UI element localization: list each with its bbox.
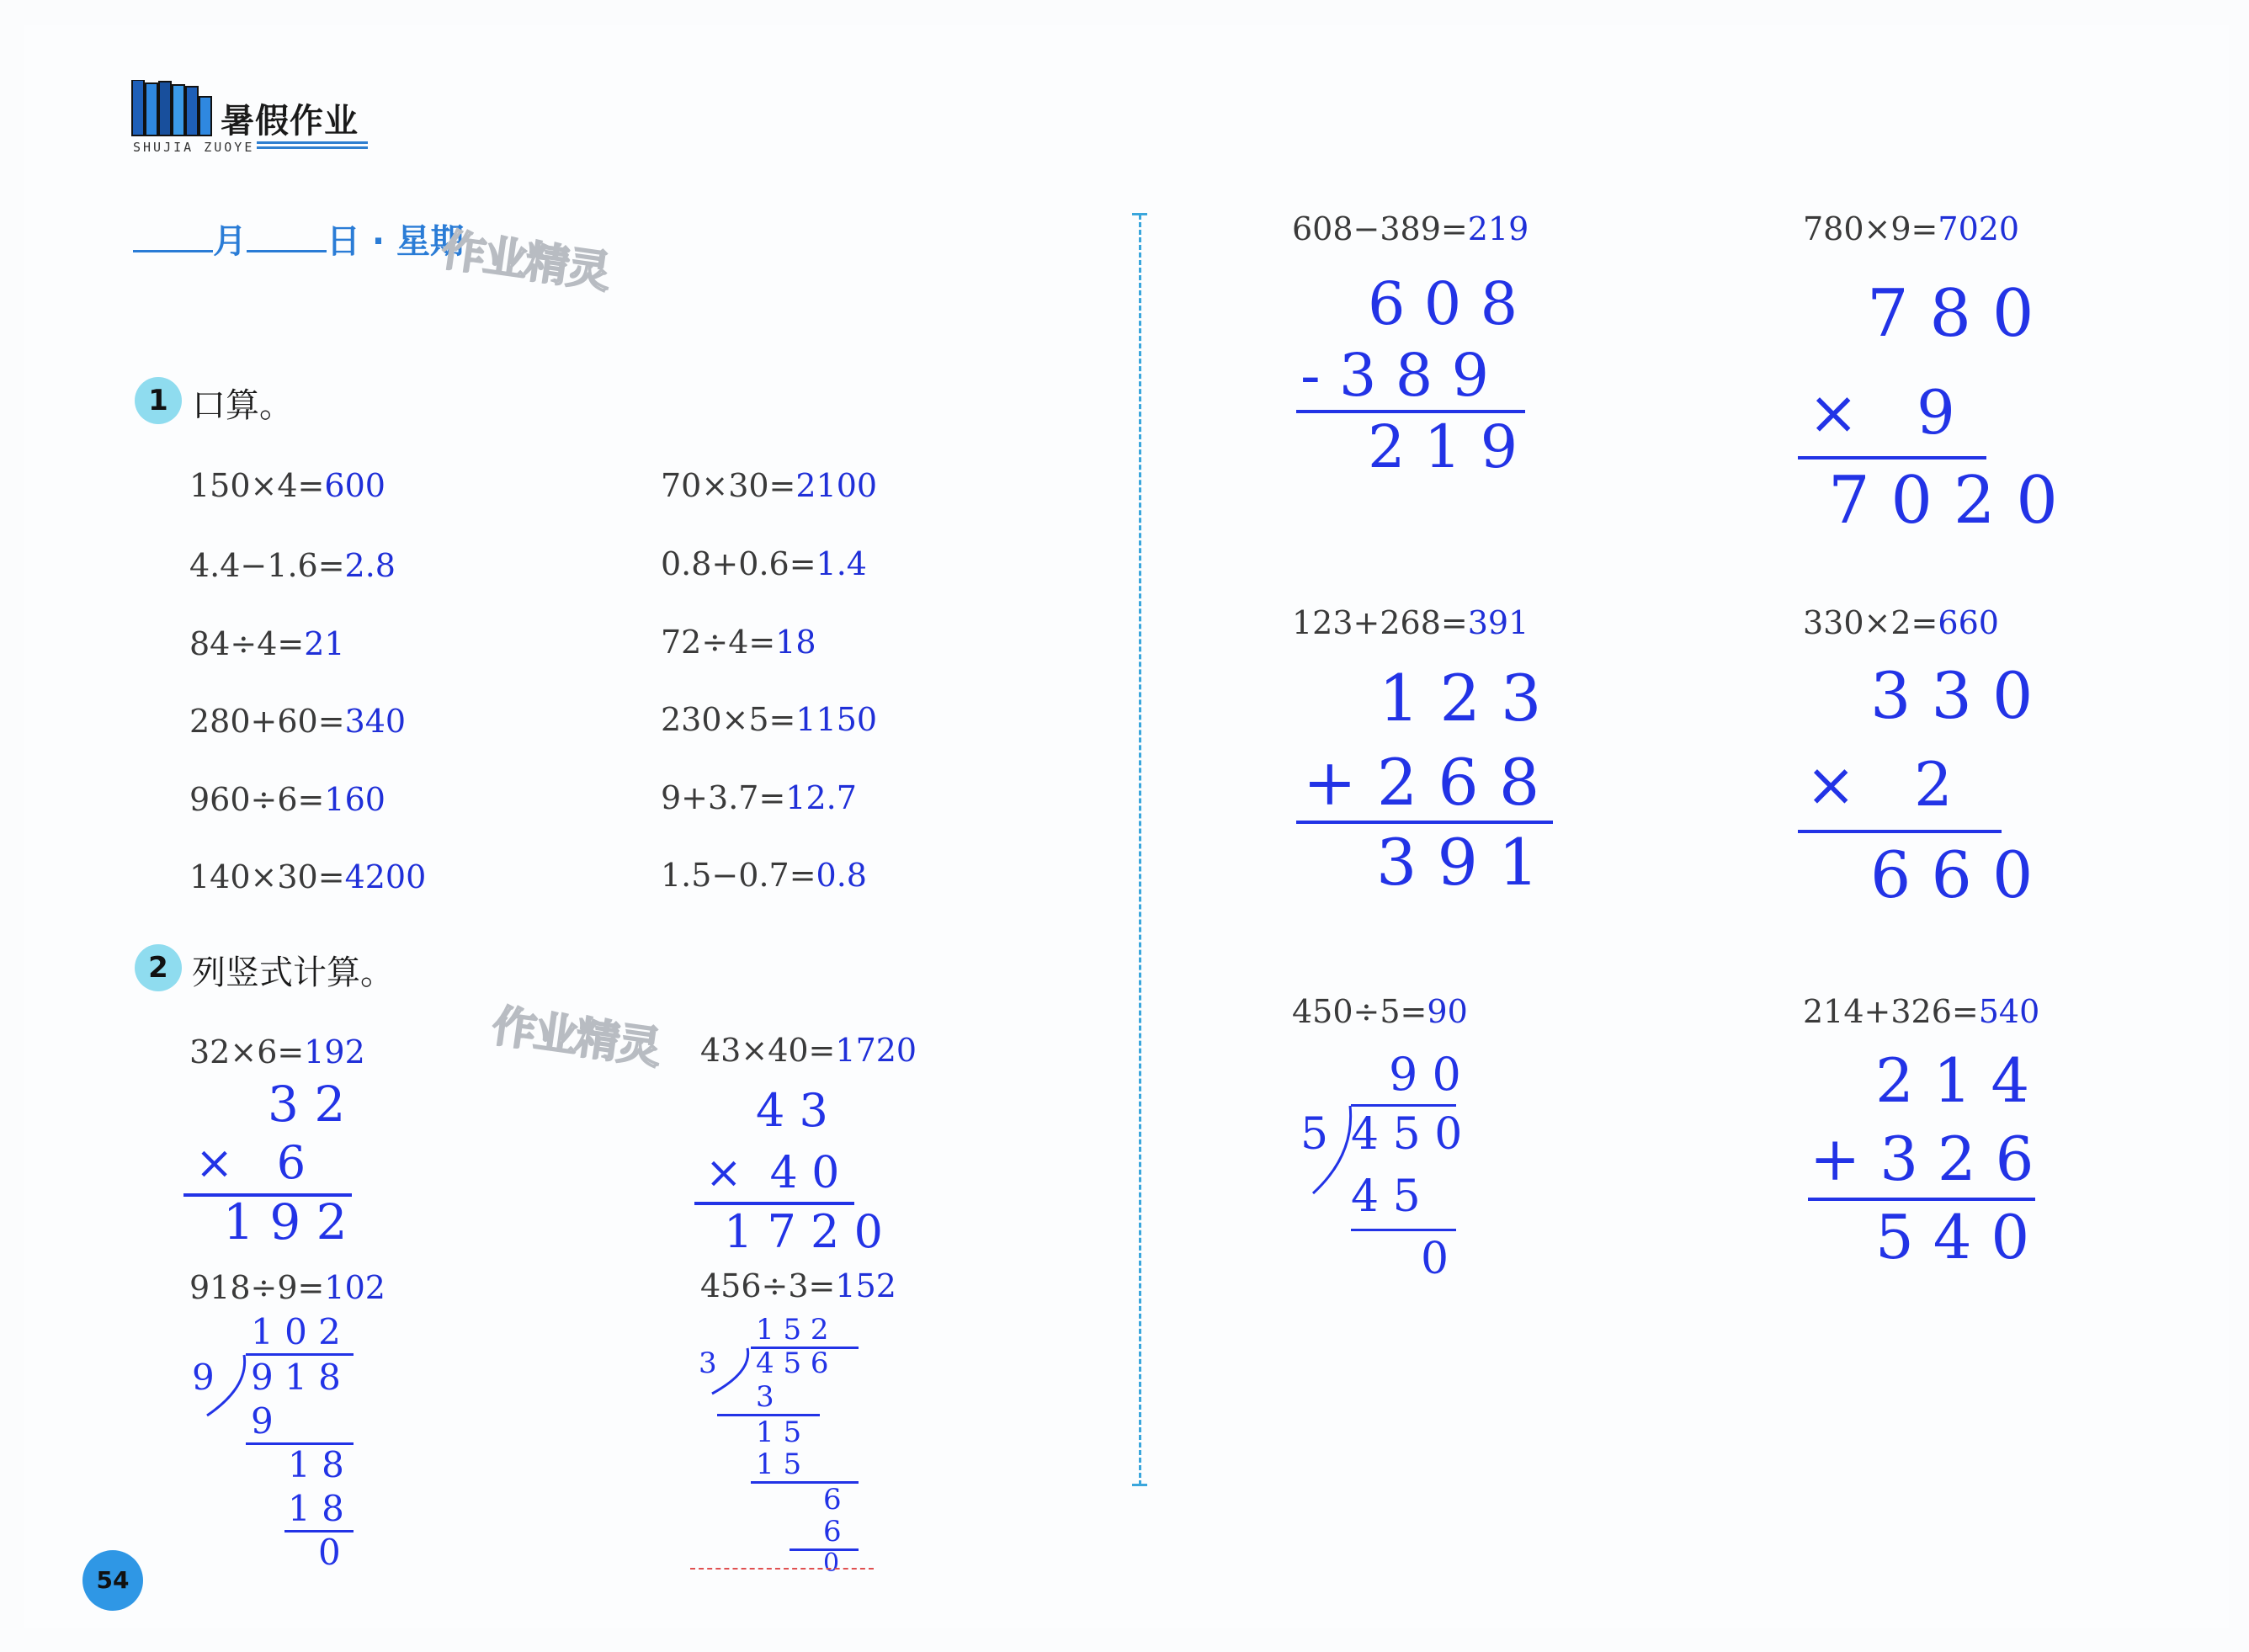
mental-math-item: 4.4−1.6=2.8 bbox=[189, 547, 396, 584]
mental-math-item: 1.5−0.7=0.8 bbox=[661, 857, 867, 894]
calc-step: 3 bbox=[756, 1380, 774, 1414]
section-number: 2 bbox=[135, 944, 182, 991]
mental-math-item: 230×5=1150 bbox=[661, 701, 878, 738]
remainder: 0 bbox=[823, 1548, 840, 1578]
calc-result: 3 9 1 bbox=[1376, 825, 1539, 900]
vertical-problem: 780×9=7020 bbox=[1803, 210, 2020, 247]
divider-cap bbox=[1132, 1484, 1147, 1486]
calc-result: 2 1 9 bbox=[1368, 412, 1518, 481]
calc-step: 4 5 bbox=[1351, 1171, 1421, 1222]
calc-operand: 7 8 0 bbox=[1867, 276, 2034, 352]
dividend: 4 5 6 bbox=[756, 1347, 829, 1380]
quotient: 9 0 bbox=[1389, 1048, 1461, 1101]
watermark: 作业精灵 bbox=[439, 225, 613, 299]
calc-operand: × 4 0 bbox=[705, 1148, 840, 1198]
mental-math-item: 9+3.7=12.7 bbox=[661, 779, 857, 816]
calc-line bbox=[1798, 830, 2002, 833]
calc-operand: 3 3 0 bbox=[1870, 658, 2034, 733]
dividend: 9 1 8 bbox=[251, 1357, 341, 1398]
logo-lines bbox=[257, 141, 368, 153]
calc-operand: 4 3 bbox=[756, 1084, 828, 1137]
calc-line bbox=[1808, 1198, 2035, 1201]
mental-math-item: 140×30=4200 bbox=[189, 858, 427, 895]
calc-result: 5 4 0 bbox=[1875, 1202, 2030, 1272]
divisor: 3 bbox=[699, 1347, 717, 1380]
calc-operand: × 2 bbox=[1805, 749, 1953, 820]
division-bracket bbox=[705, 1347, 756, 1397]
calc-step: 9 bbox=[251, 1400, 274, 1442]
divisor: 9 bbox=[192, 1357, 215, 1398]
calc-operand: 1 2 3 bbox=[1379, 661, 1542, 736]
books-logo-icon bbox=[130, 80, 215, 139]
quotient: 1 5 2 bbox=[756, 1313, 829, 1347]
remainder: 0 bbox=[318, 1532, 341, 1573]
mental-math-item: 84÷4=21 bbox=[189, 625, 345, 662]
section-number: 1 bbox=[135, 377, 182, 424]
vertical-problem: 608−389=219 bbox=[1292, 210, 1529, 247]
section-title: 口算。 bbox=[192, 386, 293, 425]
divisor: 5 bbox=[1300, 1109, 1329, 1160]
calc-step: 1 8 bbox=[288, 1444, 344, 1485]
calc-operand: + 2 6 8 bbox=[1303, 745, 1540, 820]
logo-title: 暑假作业 bbox=[221, 102, 359, 141]
vertical-problem: 123+268=391 bbox=[1292, 604, 1529, 641]
logo-subtitle: SHUJIA ZUOYE bbox=[133, 140, 255, 155]
vertical-problem: 43×40=1720 bbox=[700, 1032, 917, 1069]
vertical-problem: 330×2=660 bbox=[1803, 604, 1999, 641]
calc-result: 7 0 2 0 bbox=[1828, 463, 2058, 539]
calc-operand: + 3 2 6 bbox=[1810, 1123, 2034, 1194]
mental-math-item: 72÷4=18 bbox=[661, 624, 816, 661]
month-label: 月 bbox=[213, 222, 247, 261]
mental-math-item: 280+60=340 bbox=[189, 703, 407, 740]
vertical-problem: 32×6=192 bbox=[189, 1033, 365, 1070]
dividend: 4 5 0 bbox=[1351, 1109, 1463, 1160]
vertical-problem: 456÷3=152 bbox=[700, 1267, 896, 1304]
calc-step: 6 bbox=[823, 1515, 842, 1548]
calc-step: 1 8 bbox=[288, 1488, 344, 1529]
calc-result: 1 9 2 bbox=[223, 1193, 348, 1251]
calc-line bbox=[1351, 1229, 1456, 1231]
calc-operand: 3 2 bbox=[268, 1076, 346, 1133]
division-bracket bbox=[1306, 1104, 1357, 1197]
calc-operand: 2 1 4 bbox=[1875, 1045, 2030, 1116]
division-bracket bbox=[200, 1353, 251, 1419]
vertical-problem: 450÷5=90 bbox=[1292, 993, 1468, 1030]
red-dashed-line bbox=[690, 1568, 874, 1570]
mental-math-item: 150×4=600 bbox=[189, 467, 385, 504]
workbook-page bbox=[24, 25, 2229, 1628]
column-divider bbox=[1139, 215, 1141, 1485]
weekday-label: 日 · 星期 bbox=[327, 222, 465, 261]
calc-result: 1 7 2 0 bbox=[724, 1205, 883, 1258]
date-line bbox=[133, 215, 464, 263]
watermark: 作业精灵 bbox=[489, 1001, 663, 1075]
calc-operand: × 9 bbox=[1808, 377, 1955, 448]
mental-math-item: 960÷6=160 bbox=[189, 781, 385, 818]
calc-line bbox=[1351, 1104, 1456, 1107]
calc-line bbox=[1296, 821, 1553, 824]
page-number: 54 bbox=[82, 1550, 143, 1611]
day-blank[interactable] bbox=[247, 250, 327, 252]
mental-math-item: 70×30=2100 bbox=[661, 467, 878, 504]
calc-line bbox=[751, 1481, 859, 1484]
calc-step: 1 5 bbox=[756, 1416, 802, 1449]
calc-step: 1 5 bbox=[756, 1447, 802, 1481]
calc-line bbox=[246, 1353, 354, 1356]
month-blank[interactable] bbox=[133, 250, 213, 252]
calc-operand: 6 0 8 bbox=[1368, 269, 1518, 338]
mental-math-item: 0.8+0.6=1.4 bbox=[661, 545, 867, 582]
calc-operand: - 3 8 9 bbox=[1300, 341, 1490, 410]
calc-operand: × 6 bbox=[195, 1136, 306, 1189]
calc-step: 6 bbox=[823, 1483, 842, 1517]
quotient: 1 0 2 bbox=[251, 1311, 341, 1352]
vertical-problem: 214+326=540 bbox=[1803, 993, 2040, 1030]
calc-line bbox=[1798, 456, 1986, 459]
remainder: 0 bbox=[1421, 1234, 1449, 1284]
section-title: 列竖式计算。 bbox=[192, 953, 394, 992]
vertical-problem: 918÷9=102 bbox=[189, 1269, 385, 1306]
calc-result: 6 6 0 bbox=[1870, 837, 2034, 912]
